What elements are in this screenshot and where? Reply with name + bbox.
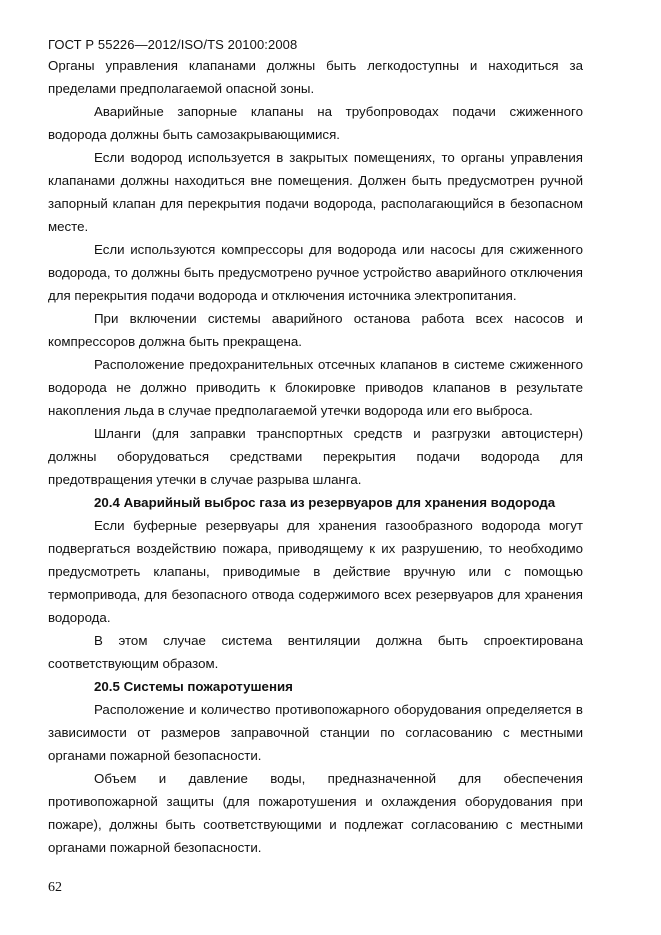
section-heading-20-5: 20.5 Системы пожаротушения <box>94 679 293 694</box>
paragraph-valve-controls: Органы управления клапанами должны быть легкодоступны и находиться за пределами предполагаемой опасной зоны. <box>48 58 583 96</box>
paragraph-emergency-valves: Аварийные запорные клапаны на трубопроводах подачи сжиженного водорода должны быть самозакрывающимися. <box>48 104 583 142</box>
section-heading-20-4: 20.4 Аварийный выброс газа из резервуаров для хранения водорода <box>94 495 556 510</box>
page-number: 62 <box>48 880 62 895</box>
paragraph-relief-valves: Расположение предохранительных отсечных клапанов в системе сжиженного водорода не должно приводить к блокировке приводов клапанов в результате накопления льда в случае предполагаемой утечки водорода или его выброса. <box>48 357 583 418</box>
paragraph-compressors: Если используются компрессоры для водорода или насосы для сжиженного водорода, то должны быть предусмотрено ручное устройство аварийного отключения для перекрытия подачи водорода и отключения источника электропитания. <box>48 242 583 303</box>
document-body <box>48 54 583 859</box>
paragraph-hoses: Шланги (для заправки транспортных средств и разгрузки автоцистерн) должны оборудоваться средствами перекрытия подачи водорода для предотвращения утечки в случае разрыва шланга. <box>48 426 583 487</box>
paragraph-buffer-tanks: Если буферные резервуары для хранения газообразного водорода могут подвергаться воздействию пожара, приводящему к их разрушению, то необходимо предусмотреть клапаны, приводимые в действие вручную или с помощью термопривода, для безопасного отвода содержимого всех резервуаров для хранения водорода. <box>48 518 583 625</box>
paragraph-fire-equipment: Расположение и количество противопожарного оборудования определяется в зависимости от размеров заправочной станции по согласованию с местными органами пожарной безопасности. <box>48 702 583 763</box>
document-header: ГОСТ Р 55226—2012/ISO/TS 20100:2008 <box>48 37 298 52</box>
paragraph-indoor-hydrogen: Если водород используется в закрытых помещениях, то органы управления клапанами должны находиться вне помещения. Должен быть предусмотрен ручной запорный клапан для перекрытия подачи водорода, располагающийся в безопасном месте. <box>48 150 583 234</box>
paragraph-water-supply: Объем и давление воды, предназначенной для обеспечения противопожарной защиты (для пожаротушения и охлаждения оборудования при пожаре), должны быть соответствующими и подлежат согласованию с местными органами пожарной безопасности. <box>48 771 583 855</box>
paragraph-emergency-stop: При включении системы аварийного останова работа всех насосов и компрессоров должна быть прекращена. <box>48 311 583 349</box>
paragraph-ventilation: В этом случае система вентиляции должна быть спроектирована соответствующим образом. <box>48 633 583 671</box>
